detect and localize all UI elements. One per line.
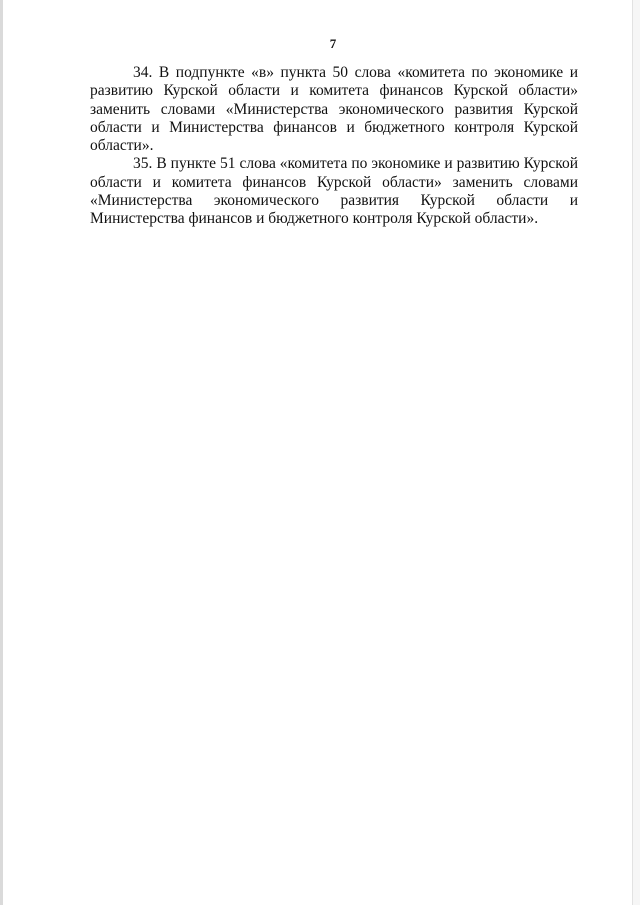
document-body (90, 64, 578, 229)
paragraph-35: 35. В пункте 51 слова «комитета по экономике и развитию Курской области и комитета финансов Курской области» заменить словами «Министерства экономического развития Курской области и Министерства финансов и бюджетного контроля Курской области». (90, 155, 578, 228)
scan-right-edge (632, 0, 640, 905)
paragraph-34: 34. В подпункте «в» пункта 50 слова «комитета по экономике и развитию Курской области и комитета финансов Курской области» заменить словами «Министерства экономического развития Курской области и Министерства финансов и бюджетного контроля Курской области». (90, 64, 578, 155)
scan-left-edge (0, 0, 3, 905)
page-number: 7 (329, 36, 337, 51)
